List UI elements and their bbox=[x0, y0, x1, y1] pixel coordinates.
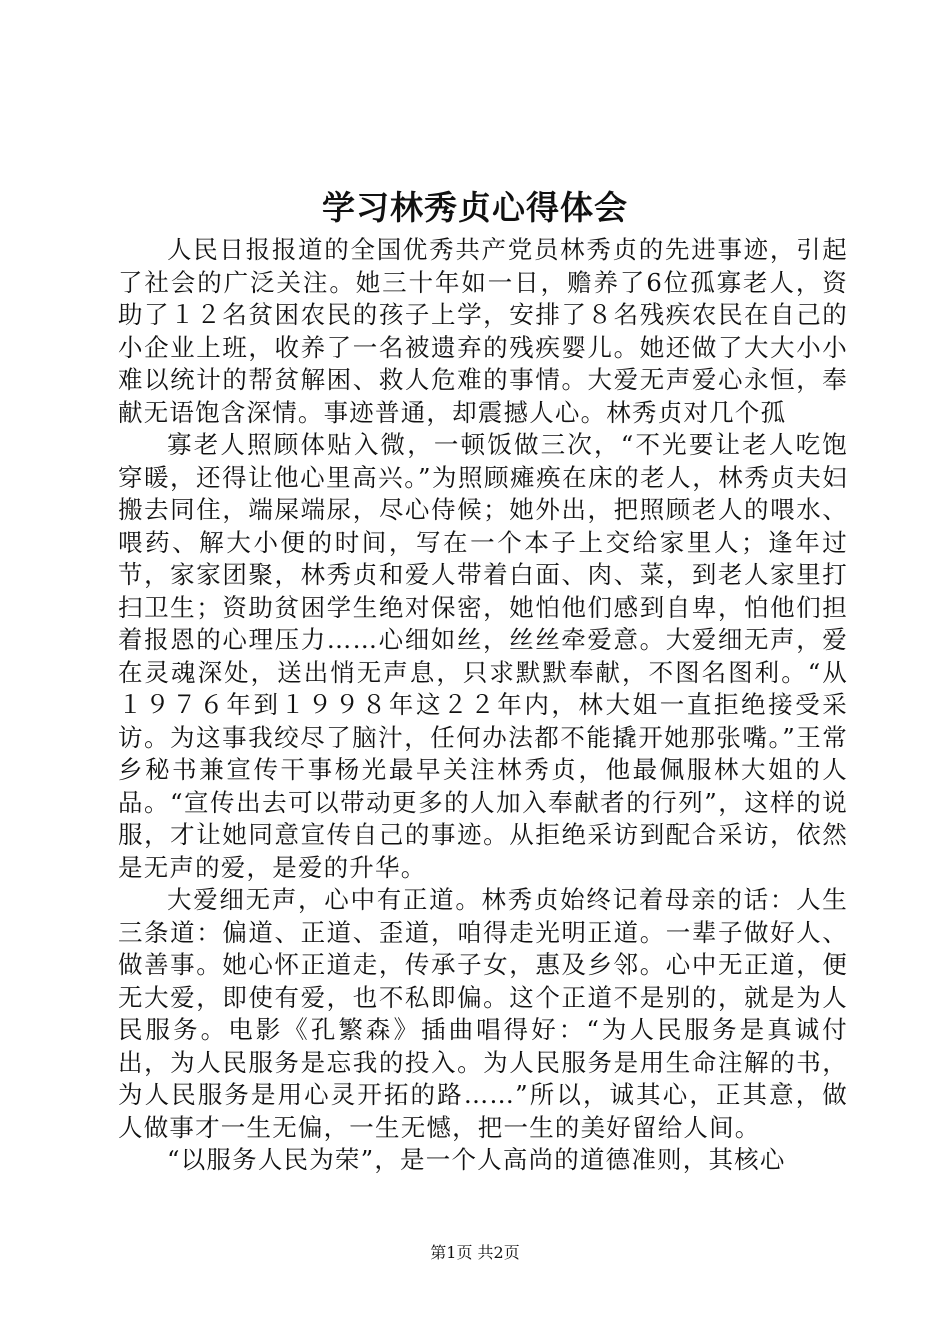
paragraph-1: 人民日报报道的全国优秀共产党员林秀贞的先进事迹，引起了社会的广泛关注。她三十年如一日，赡养了6位孤寡老人，资助了１２名贫困农民的孩子上学，安排了８名残疾农民在自己的小企业上班，收养了一名被遗弃的残疾婴儿。她还做了大大小小难以统计的帮贫解困、救人危难的事情。大爱无声爱心永恒，奉献无语饱含深情。事迹普通，却震撼人心。林秀贞对几个孤 bbox=[118, 235, 848, 427]
page-number-footer: 第1页 共2页 bbox=[430, 1243, 520, 1262]
document-body bbox=[118, 234, 848, 1177]
document-title: 学习林秀贞心得体会 bbox=[322, 188, 628, 227]
paragraph-4: “以服务人民为荣”，是一个人高尚的道德准则，其核心 bbox=[167, 1145, 786, 1174]
paragraph-2: 寡老人照顾体贴入微，一顿饭做三次，“不光要让老人吃饱穿暖，还得让他心里高兴。”为照顾瘫痪在床的老人，林秀贞夫妇搬去同住，端屎端尿，尽心侍候；她外出，把照顾老人的喂水、喂药、解大小便的时间，写在一个本子上交给家里人；逢年过节，家家团聚，林秀贞和爱人带着白面、肉、菜，到老人家里打扫卫生；资助贫困学生绝对保密，她怕他们感到自卑，怕他们担着报恩的心理压力……心细如丝，丝丝牵爱意。大爱细无声，爱在灵魂深处，送出悄无声息，只求默默奉献，不图名图利。“从１９７６年到１９９８年这２２年内，林大姐一直拒绝接受采访。为这事我绞尽了脑汁，任何办法都不能撬开她那张嘴。”王常乡秘书兼宣传干事杨光最早关注林秀贞，他最佩服林大姐的人品。“宣传出去可以带动更多的人加入奉献者的行列”，这样的说服，才让她同意宣传自己的事迹。从拒绝采访到配合采访，依然是无声的爱，是爱的升华。 bbox=[118, 430, 848, 882]
paragraph-3: 大爱细无声，心中有正道。林秀贞始终记着母亲的话：人生三条道：偏道、正道、歪道，咱得走光明正道。一辈子做好人、做善事。她心怀正道走，传承子女，惠及乡邻。心中无正道，便无大爱，即使有爱，也不私即偏。这个正道不是别的，就是为人民服务。电影《孔繁森》插曲唱得好：“为人民服务是真诚付出，为人民服务是忘我的投入。为人民服务是用生命注解的书，为人民服务是用心灵开拓的路……”所以，诚其心，正其意，做人做事才一生无偏，一生无憾，把一生的美好留给人间。 bbox=[118, 885, 848, 1142]
